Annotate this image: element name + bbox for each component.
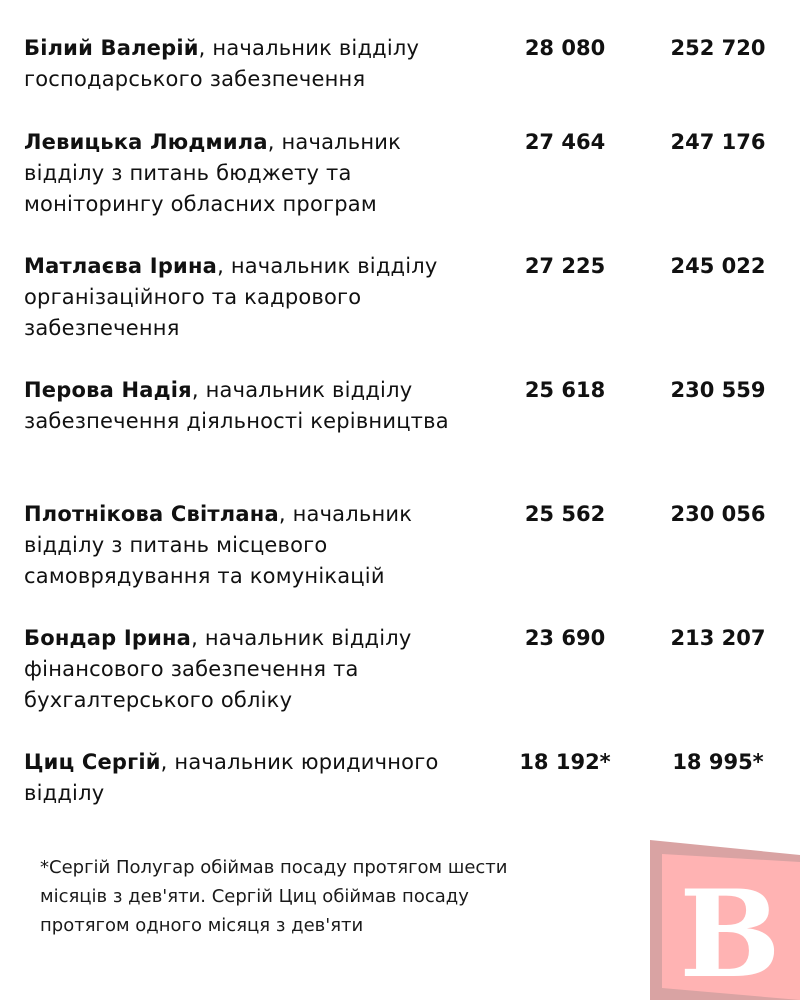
total-value: 245 022: [670, 254, 766, 278]
person-cell: [24, 375, 464, 437]
person-cell: [24, 127, 464, 220]
total-value: 230 056: [670, 502, 766, 526]
person-cell: [24, 747, 464, 809]
monthly-value: 25 562: [524, 502, 606, 526]
v-letter-logo-icon: [650, 840, 800, 1000]
monthly-value: 27 225: [524, 254, 606, 278]
monthly-value: 25 618: [524, 378, 606, 402]
person-role: , начальник відділу господарського забезпечення: [24, 36, 420, 91]
person-name: Циц Сергій: [24, 750, 161, 774]
monthly-value: 27 464: [524, 130, 606, 154]
person-role: , начальник відділу фінансового забезпечення та бухгалтерського обліку: [24, 626, 412, 712]
total-value: 213 207: [670, 626, 766, 650]
person-role: , начальник відділу з питань бюджету та моніторингу обласних програм: [24, 130, 402, 216]
person-name: Плотнікова Світлана: [24, 502, 279, 526]
person-cell: [24, 623, 464, 716]
person-role: , начальник відділу забезпечення діяльності керівництва: [24, 378, 449, 433]
person-role: , начальник відділу організаційного та кадрового забезпечення: [24, 254, 438, 340]
person-name: Перова Надія: [24, 378, 192, 402]
total-value: 18 995*: [672, 750, 764, 774]
monthly-value: 18 192*: [519, 750, 611, 774]
monthly-value: 23 690: [524, 626, 606, 650]
person-name: Левицька Людмила: [24, 130, 268, 154]
person-cell: [24, 33, 464, 95]
monthly-value: 28 080: [524, 36, 606, 60]
person-name: Білий Валерій: [24, 36, 199, 60]
person-name: Матлаєва Ірина: [24, 254, 218, 278]
footnote: *Сергій Полугар обіймав посаду протягом шести місяців з дев'яти. Сергій Циц обіймав посаду протягом одного місяця з дев'яти: [40, 857, 508, 936]
person-role: , начальник відділу з питань місцевого самоврядування та комунікацій: [24, 502, 413, 588]
logo-letter: В: [679, 864, 781, 1000]
person-name: Бондар Ірина: [24, 626, 192, 650]
total-value: 252 720: [670, 36, 766, 60]
person-cell: [24, 251, 464, 344]
person-role: , начальник юридичного відділу: [24, 750, 439, 805]
total-value: 230 559: [670, 378, 766, 402]
person-cell: [24, 499, 464, 592]
total-value: 247 176: [670, 130, 766, 154]
